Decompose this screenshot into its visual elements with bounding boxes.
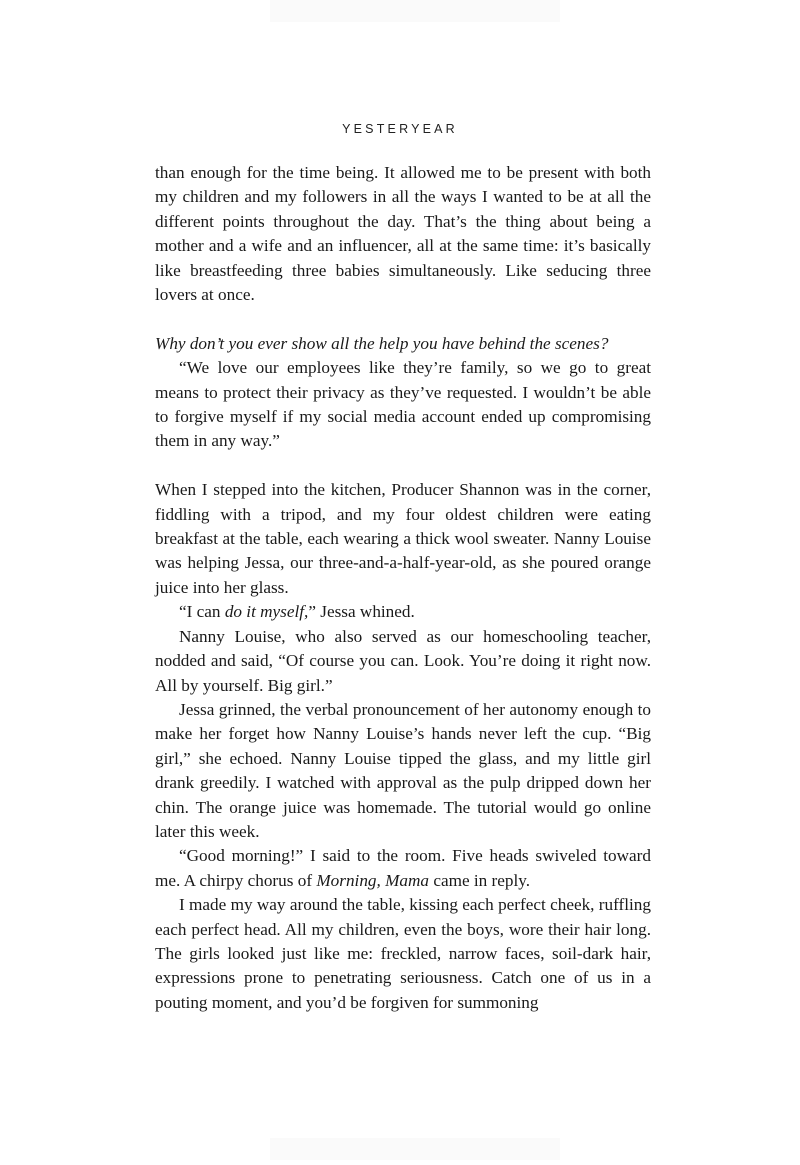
- paragraph: Jessa grinned, the verbal pronouncement of her autonomy enough to make her forget how Nanny Louise’s hands never left the cup. “Big girl,” she echoed. Nanny Louise tipped the glass, and my little girl drank greedily. I watched with approval as the pulp dripped down her chin. The orange juice was homemade. The tutorial would go online later this week.: [155, 699, 651, 841]
- paragraph: than enough for the time being. It allowed me to be present with both my children and my followers in all the ways I wanted to be at all the different points throughout the day. That’s the thing about being a mother and a wife and an influencer, all at the same time: it’s basically like breastfeeding three babies simultaneously. Like seducing three lovers at once.: [155, 163, 651, 305]
- running-header: YESTERYEAR: [342, 122, 458, 136]
- section-break: [155, 307, 651, 331]
- text-run: “Good morning!” I said to the room. Five heads swiveled toward me. A chirpy chorus of: [155, 846, 651, 890]
- body-text: [155, 161, 651, 1015]
- italic-run: Morning, Mama: [316, 870, 430, 890]
- paragraph: When I stepped into the kitchen, Producer Shannon was in the corner, fiddling with a tripod, and my four oldest children were eating breakfast at the table, each wearing a thick wool sweater. Nanny Louise was helping Jessa, our three-and-a-half-year-old, as she poured orange juice into her glass.: [155, 480, 651, 597]
- italic-run: do it myself,: [224, 602, 309, 622]
- paragraph: I made my way around the table, kissing each perfect cheek, ruffling each perfect head. All my children, even the boys, wore their hair long. The girls looked just like me: freckled, narrow faces, soil-dark hair, expressions prone to penetrating seriousness. Catch one of us in a pouting moment, and you’d be forgiven for summoning: [155, 895, 651, 1012]
- question-heading: Why don’t you ever show all the help you have behind the scenes?: [155, 333, 609, 353]
- text-run: “I can: [179, 602, 225, 622]
- paragraph: [155, 844, 651, 893]
- text-run: came in reply.: [429, 870, 531, 890]
- text-run: ” Jessa whined.: [308, 602, 415, 622]
- paragraph: “We love our employees like they’re family, so we go to great means to protect their privacy as they’ve requested. I wouldn’t be able to forgive myself if my social media account ended up compromising them in any way.”: [155, 358, 651, 451]
- paragraph: [155, 600, 651, 624]
- section-break: [155, 454, 651, 478]
- scan-artifact-top: [270, 0, 560, 22]
- scan-artifact-bottom: [270, 1138, 560, 1160]
- paragraph: Nanny Louise, who also served as our homeschooling teacher, nodded and said, “Of course you can. Look. You’re doing it right now. All by yourself. Big girl.”: [155, 626, 651, 695]
